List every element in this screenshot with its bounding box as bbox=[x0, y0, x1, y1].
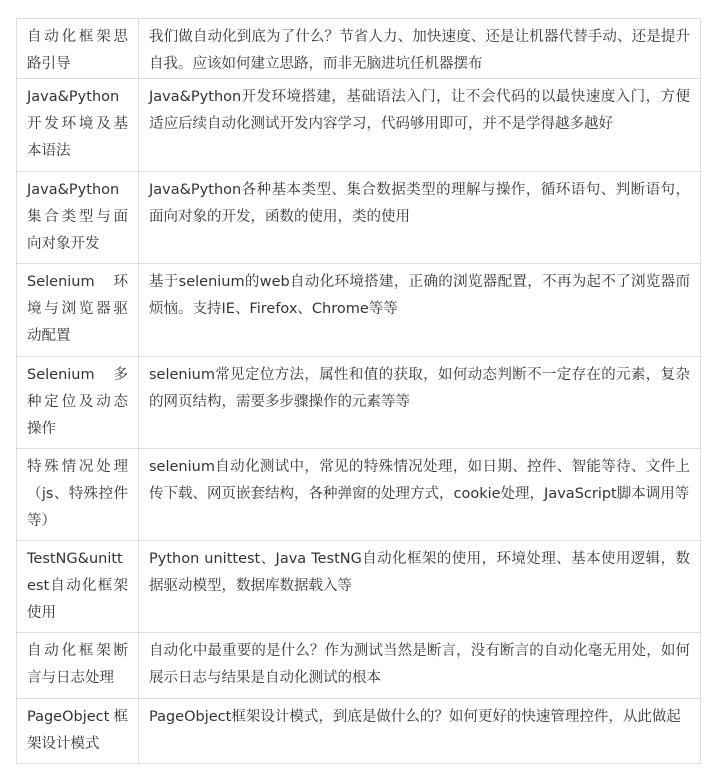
topic-cell: 自动化框架断言与日志处理 bbox=[17, 633, 139, 699]
topic-cell: 自动化框架思路引导 bbox=[17, 19, 139, 79]
topic-cell: Java&Python集合类型与面向对象开发 bbox=[17, 172, 139, 264]
content-cell: 我们做自动化到底为了什么？节省人力、加快速度、还是让机器代替手动、还是提升自我。应该如何建立思路，而非无脑进坑任机器摆布 bbox=[139, 19, 701, 79]
table-row bbox=[17, 449, 701, 541]
content-cell: selenium常见定位方法，属性和值的获取，如何动态判断不一定存在的元素，复杂的网页结构，需要多步骤操作的元素等等 bbox=[139, 357, 701, 449]
table-row bbox=[17, 541, 701, 633]
content-cell: 基于selenium的web自动化环境搭建，正确的浏览器配置，不再为起不了浏览器而烦恼。支持IE、Firefox、Chrome等等 bbox=[139, 264, 701, 357]
course-outline-table bbox=[16, 18, 701, 764]
content-cell: Java&Python开发环境搭建，基础语法入门，让不会代码的以最快速度入门，方便适应后续自动化测试开发内容学习，代码够用即可，并不是学得越多越好 bbox=[139, 79, 701, 172]
content-cell: 自动化中最重要的是什么？作为测试当然是断言，没有断言的自动化毫无用处，如何展示日志与结果是自动化测试的根本 bbox=[139, 633, 701, 699]
content-cell: Java&Python各种基本类型、集合数据类型的理解与操作，循环语句、判断语句，面向对象的开发，函数的使用，类的使用 bbox=[139, 172, 701, 264]
topic-cell: Selenium 多种定位及动态操作 bbox=[17, 357, 139, 449]
content-cell: Python unittest、Java TestNG自动化框架的使用，环境处理、基本使用逻辑，数据驱动模型，数据库数据载入等 bbox=[139, 541, 701, 633]
table-row bbox=[17, 264, 701, 357]
content-cell: PageObject框架设计模式，到底是做什么的？如何更好的快速管理控件，从此做起 bbox=[139, 699, 701, 764]
table-row bbox=[17, 172, 701, 264]
topic-cell: PageObject框架设计模式 bbox=[17, 699, 139, 764]
table-row bbox=[17, 357, 701, 449]
table-row bbox=[17, 633, 701, 699]
table-row bbox=[17, 79, 701, 172]
content-cell: selenium自动化测试中，常见的特殊情况处理，如日期、控件、智能等待、文件上传下载、网页嵌套结构，各种弹窗的处理方式，cookie处理，JavaScript脚本调用等 bbox=[139, 449, 701, 541]
table-row bbox=[17, 19, 701, 79]
topic-cell: Selenium 环境与浏览器驱动配置 bbox=[17, 264, 139, 357]
topic-cell: TestNG&unittest自动化框架使用 bbox=[17, 541, 139, 633]
topic-cell: Java&Python开发环境及基本语法 bbox=[17, 79, 139, 172]
table-row bbox=[17, 699, 701, 764]
topic-cell: 特殊情况处理（js、特殊控件等） bbox=[17, 449, 139, 541]
